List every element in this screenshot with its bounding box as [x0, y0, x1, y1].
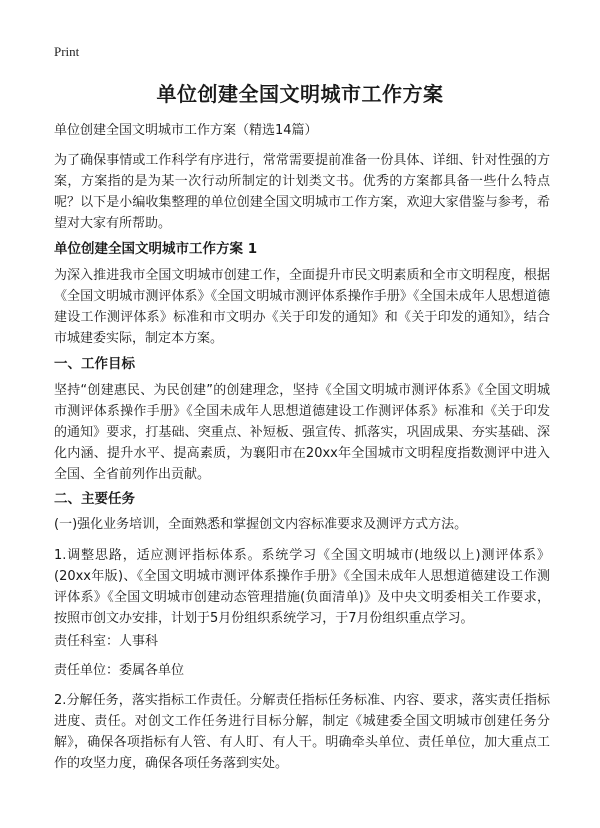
responsible-department: 责任科室：人事科	[54, 634, 159, 649]
page-title: 单位创建全国文明城市工作方案	[156, 82, 444, 106]
document-subtitle: 单位创建全国文明城市工作方案（精选14篇）	[54, 123, 318, 138]
responsible-unit: 责任单位：委属各单位	[54, 663, 185, 678]
heading-main-tasks: 二、主要任务	[54, 491, 135, 507]
task-1-paragraph: 1.调整思路，适应测评指标体系。系统学习《全国文明城市(地级以上)测评体系》(20xx年版)、《全国文明城市测评体系操作手册》《全国未成年人思想道德建设工作测评体系》《全国文明城市创建动态管理措施(负面清单)》及中央文明委相关工作要求，按照市创文办安排，计划于5月份组织系统学习，于7月份组织重点学习。	[54, 548, 550, 626]
task-2-paragraph: 2.分解任务，落实指标工作责任。分解责任指标任务标准、内容、要求，落实责任指标进度、责任。对创文工作任务进行目标分解，制定《城建委全国文明城市创建任务分解》，确保各项指标有人管、有人盯、有人干。明确牵头单位、责任单位，加大重点工作的攻坚力度，确保各项任务落到实处。	[54, 693, 550, 771]
intro-paragraph: 为了确保事情或工作科学有序进行，常常需要提前准备一份具体、详细、针对性强的方案，方案指的是为某一次行动所制定的计划类文书。优秀的方案都具备一些什么特点呢？以下是小编收集整理的单位创建全国文明城市工作方案，欢迎大家借鉴与参考，希望对大家有所帮助。	[54, 153, 550, 231]
heading-work-goal: 一、工作目标	[54, 356, 135, 372]
section-heading: 单位创建全国文明城市工作方案 1	[54, 241, 258, 257]
goal-paragraph: 坚持“创建惠民、为民创建”的创建理念，坚持《全国文明城市测评体系》《全国文明城市测评体系操作手册》《全国未成年人思想道德建设工作测评体系》标准和《关于印发的通知》要求，打基础、突重点、补短板、强宣传、抓落实，巩固成果、夯实基础、深化内涵、提升水平、提高素质，为襄阳市在20xx年全国城市文明程度指数测评中进入全国、全省前列作出贡献。	[54, 383, 550, 482]
task-intro-paragraph: (一)强化业务培训，全面熟悉和掌握创文内容标准要求及测评方式方法。	[54, 517, 468, 532]
section-paragraph: 为深入推进我市全国文明城市创建工作，全面提升市民文明素质和全市文明程度，根据《全国文明城市测评体系》《全国文明城市测评体系操作手册》《全国未成年人思想道德建设工作测评体系》标准和市文明办《关于印发的通知》和《关于印发的通知》，结合市城建委实际，制定本方案。	[54, 268, 550, 346]
print-link[interactable]: Print	[54, 44, 80, 59]
